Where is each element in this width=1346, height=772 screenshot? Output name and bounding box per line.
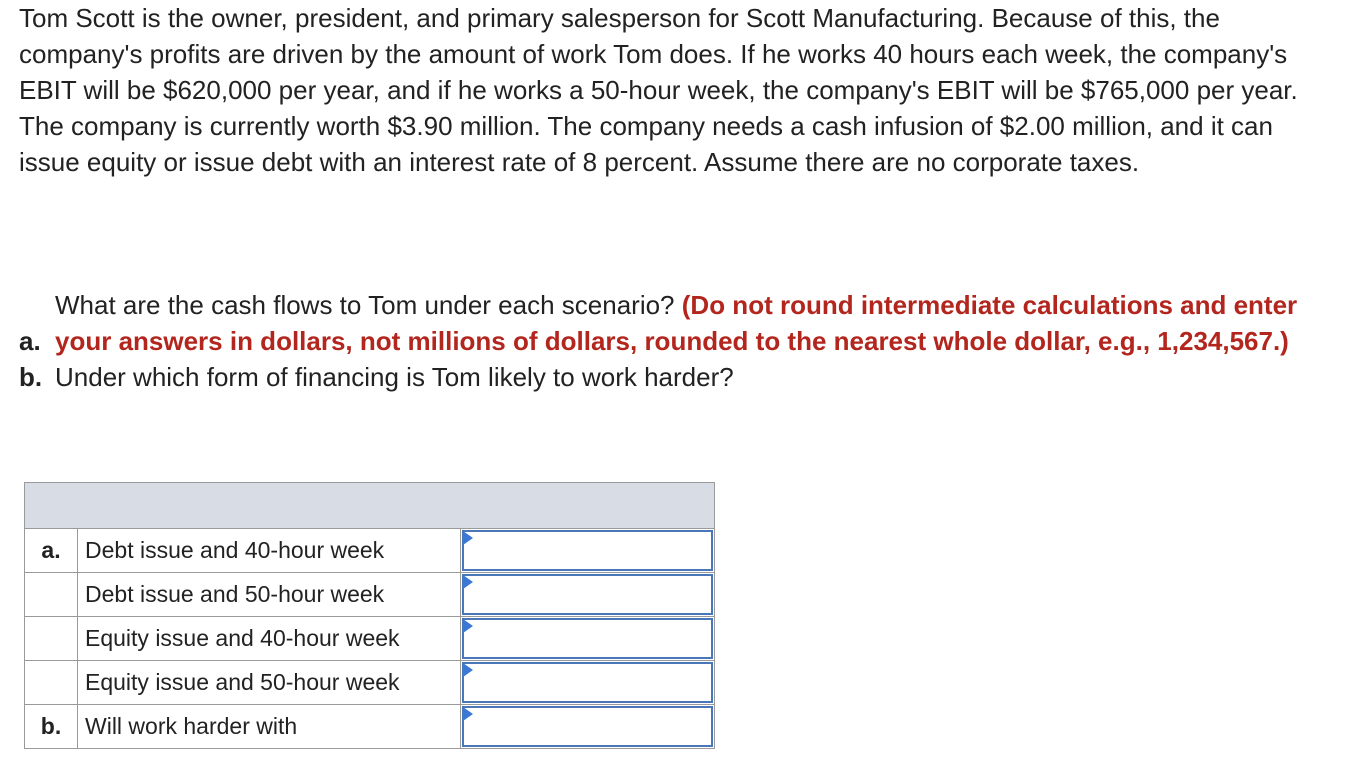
part-marker (25, 573, 78, 617)
table-row (25, 705, 715, 749)
part-marker: a. (25, 529, 78, 573)
answer-input-equity-50[interactable] (462, 662, 713, 703)
part-marker (25, 661, 78, 705)
part-marker: b. (25, 705, 78, 749)
question-b-marker: b. (19, 362, 43, 392)
row-label-equity-40: Equity issue and 40-hour week (78, 617, 461, 661)
row-label-work-harder: Will work harder with (78, 705, 461, 749)
row-label-debt-50: Debt issue and 50-hour week (78, 573, 461, 617)
answer-input-debt-50[interactable] (462, 574, 713, 615)
part-marker (25, 617, 78, 661)
answer-input-equity-40[interactable] (462, 618, 713, 659)
question-a-text: What are the cash flows to Tom under each scenario? (55, 290, 675, 320)
table-header-cell (25, 483, 715, 529)
questions (19, 287, 1319, 395)
answer-input-debt-40[interactable] (462, 530, 713, 571)
answer-table (24, 482, 715, 749)
table-row (25, 529, 715, 573)
table-header-row (25, 483, 715, 529)
table-row (25, 573, 715, 617)
answer-select-work-harder[interactable] (462, 706, 713, 747)
question-b (19, 359, 1319, 395)
question-a-instruction: (Do not round intermediate calculations and enter your answers in dollars, not millions of dollars, rounded to the nearest whole dollar, e.g., 1,234,567.) (55, 290, 1298, 356)
question-a-marker: a. (19, 326, 41, 356)
row-label-equity-50: Equity issue and 50-hour week (78, 661, 461, 705)
row-label-debt-40: Debt issue and 40-hour week (78, 529, 461, 573)
table-row (25, 661, 715, 705)
problem-statement: Tom Scott is the owner, president, and primary salesperson for Scott Manufacturing. Because of this, the company's profits are driven by the amount of work Tom does. If he works 40 hours each week, the company's EBIT will be $620,000 per year, and if he works a 50-hour week, the company's EBIT will be $765,000 per year. The company is currently worth $3.90 million. The company needs a cash infusion of $2.00 million, and it can issue equity or issue debt with an interest rate of 8 percent. Assume there are no corporate taxes. (19, 3, 1298, 177)
question-b-text: Under which form of financing is Tom likely to work harder? (55, 362, 734, 392)
question-a (19, 287, 1319, 359)
table-row (25, 617, 715, 661)
